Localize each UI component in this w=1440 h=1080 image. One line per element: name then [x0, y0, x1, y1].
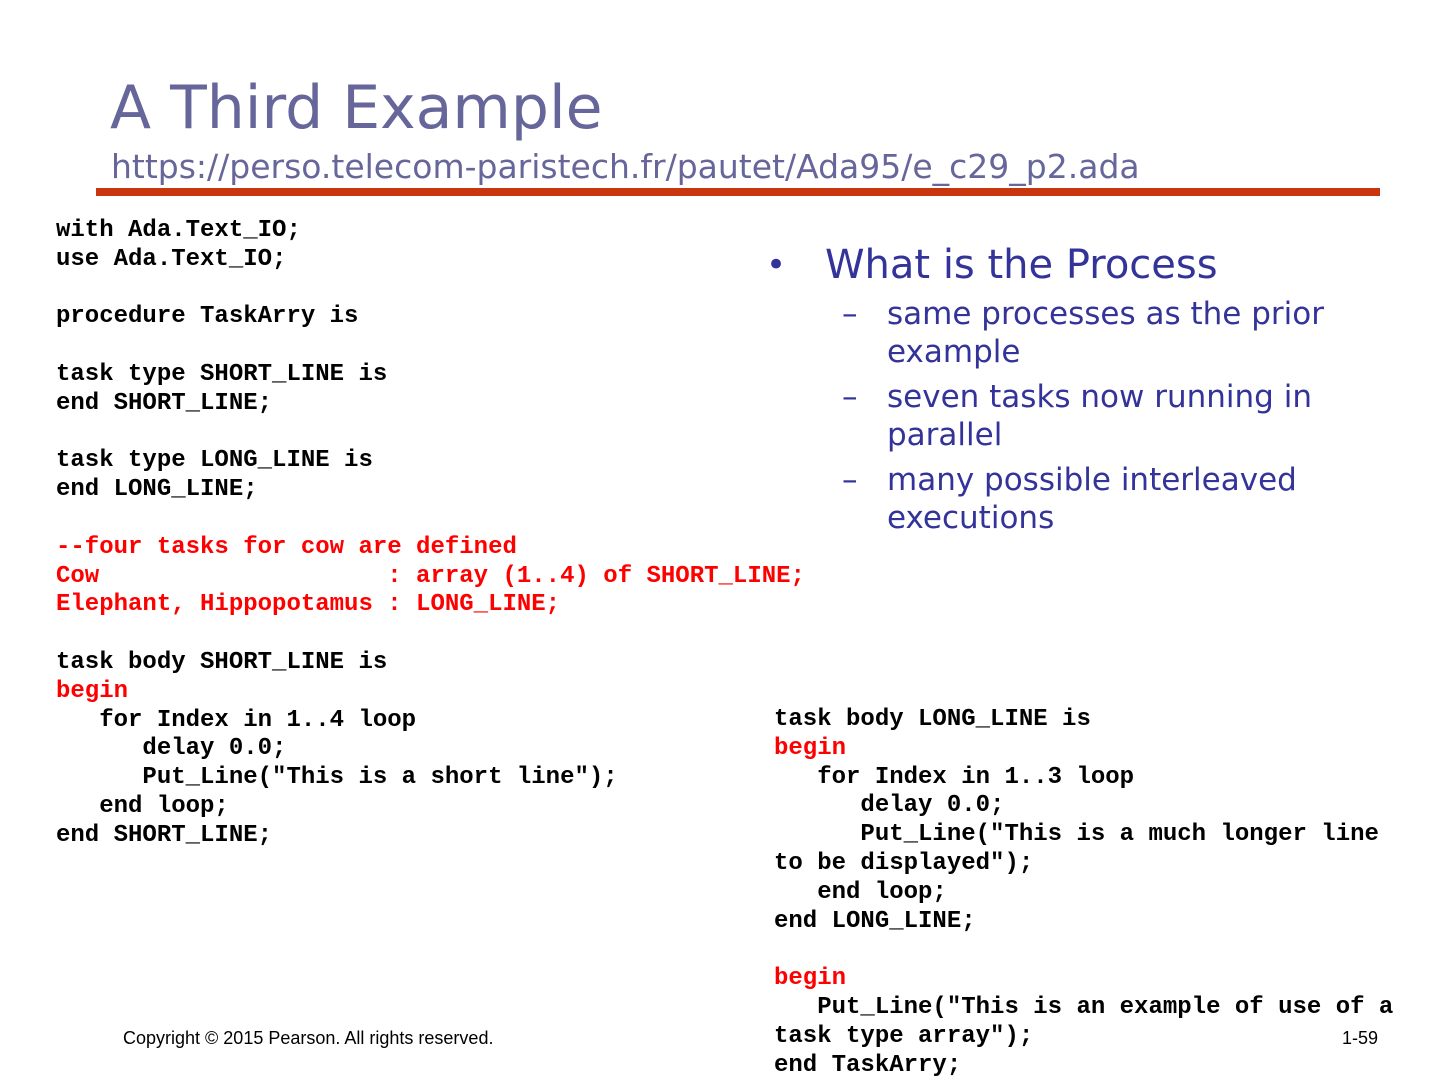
- code-line: use Ada.Text_IO;: [56, 245, 287, 273]
- code-line: end SHORT_LINE;: [56, 389, 273, 417]
- sub-bullet-text: seven tasks now running in parallel: [887, 379, 1312, 453]
- code-line: end loop;: [56, 792, 229, 820]
- sub-bullet-item: [762, 295, 1367, 371]
- sub-bullet-item: [762, 378, 1367, 454]
- code-line: Put_Line("This is a short line");: [56, 764, 618, 792]
- code-line: [56, 275, 805, 304]
- dash-icon: –: [842, 296, 858, 332]
- dash-icon: –: [842, 462, 858, 498]
- code-line: task body SHORT_LINE is: [56, 648, 388, 676]
- code-line: delay 0.0;: [56, 735, 287, 763]
- code-line: task type array");: [774, 1022, 1034, 1050]
- code-block-right: [774, 706, 1393, 1080]
- code-line: Cow : array (1..4) of SHORT_LINE;: [56, 562, 805, 590]
- code-line: begin: [56, 677, 129, 705]
- code-line: end LONG_LINE;: [774, 907, 976, 935]
- code-line: Elephant, Hippopotamus : LONG_LINE;: [56, 591, 561, 619]
- dash-icon: –: [842, 379, 858, 415]
- code-line: begin: [774, 734, 847, 762]
- code-line: [774, 936, 1393, 965]
- bullet-item: [762, 238, 1402, 292]
- code-line: [56, 505, 805, 534]
- code-line: Put_Line("This is an example of use of a: [774, 993, 1394, 1021]
- code-block-left: [56, 217, 805, 851]
- code-line: delay 0.0;: [774, 792, 1005, 820]
- code-line: end loop;: [774, 878, 947, 906]
- title-divider: [96, 188, 1380, 196]
- sub-bullet-text: same processes as the prior example: [887, 296, 1324, 370]
- slide-number: 1-59: [1341, 1028, 1378, 1048]
- code-line: end SHORT_LINE;: [56, 821, 273, 849]
- code-line: --four tasks for cow are defined: [56, 533, 517, 561]
- code-line: [56, 419, 805, 448]
- code-line: for Index in 1..4 loop: [56, 706, 417, 734]
- copyright-notice: Copyright © 2015 Pearson. All rights reserved.: [123, 1028, 494, 1048]
- code-line: task body LONG_LINE is: [774, 706, 1091, 733]
- sub-bullet-item: [762, 461, 1367, 537]
- slide-title: A Third Example: [110, 73, 603, 143]
- bullet-text: What is the Process: [825, 242, 1218, 288]
- code-line: end TaskArry;: [774, 1051, 962, 1079]
- code-line: task type SHORT_LINE is: [56, 360, 388, 388]
- source-url: https://perso.telecom-paristech.fr/pautet/Ada95/e_c29_p2.ada: [111, 147, 1140, 186]
- code-line: with Ada.Text_IO;: [56, 217, 301, 244]
- code-line: Put_Line("This is a much longer line: [774, 821, 1379, 849]
- code-line: task type LONG_LINE is: [56, 447, 373, 475]
- bullet-list: [762, 238, 1402, 544]
- code-line: procedure TaskArry is: [56, 303, 359, 331]
- code-line: end LONG_LINE;: [56, 476, 258, 504]
- code-line: to be displayed");: [774, 849, 1034, 877]
- sub-bullet-text: many possible interleaved executions: [887, 462, 1297, 536]
- code-line: [56, 620, 805, 649]
- sub-bullet-list: [762, 295, 1402, 537]
- code-line: begin: [774, 965, 847, 993]
- bullet-dot-icon: •: [766, 245, 787, 285]
- code-line: for Index in 1..3 loop: [774, 763, 1135, 791]
- code-line: [56, 332, 805, 361]
